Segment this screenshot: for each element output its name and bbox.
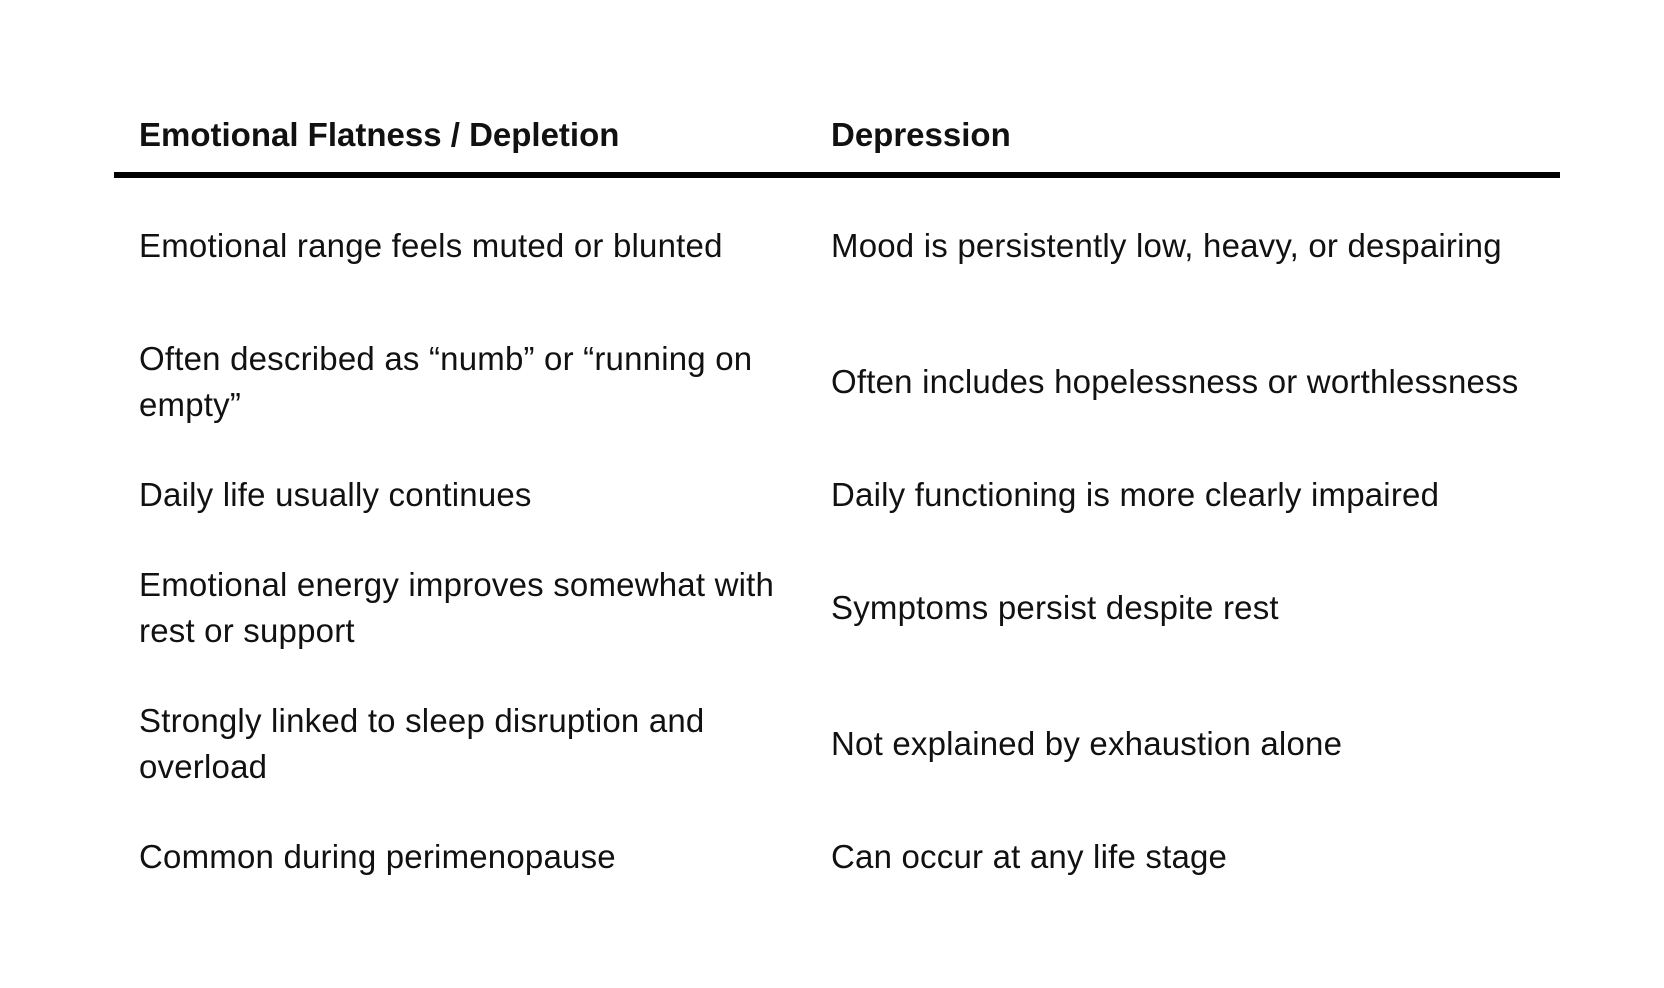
comparison-table (114, 94, 1560, 902)
cell-depression: Symptoms persist despite rest (831, 589, 1279, 626)
cell-flatness: Daily life usually continues (139, 476, 532, 513)
cell-flatness: Common during perimenopause (139, 838, 616, 875)
table-row (114, 450, 1560, 540)
table-row (114, 540, 1560, 676)
cell-depression: Can occur at any life stage (831, 838, 1228, 875)
cell-flatness: Emotional energy improves somewhat with rest or support (139, 566, 775, 649)
cell-depression: Daily functioning is more clearly impaired (831, 476, 1440, 513)
header-emotional-flatness: Emotional Flatness / Depletion (139, 116, 620, 153)
table-row (114, 676, 1560, 812)
cell-flatness: Strongly linked to sleep disruption and overload (139, 702, 705, 785)
cell-flatness: Emotional range feels muted or blunted (139, 227, 723, 264)
table-row (114, 314, 1560, 450)
header-depression: Depression (831, 116, 1011, 153)
cell-depression: Mood is persistently low, heavy, or despairing (831, 227, 1502, 264)
cell-depression: Not explained by exhaustion alone (831, 725, 1343, 762)
table-row (114, 178, 1560, 314)
table-row (114, 812, 1560, 902)
cell-depression: Often includes hopelessness or worthlessness (831, 363, 1519, 400)
cell-flatness: Often described as “numb” or “running on empty” (139, 340, 753, 423)
table-header-row (114, 94, 1560, 178)
